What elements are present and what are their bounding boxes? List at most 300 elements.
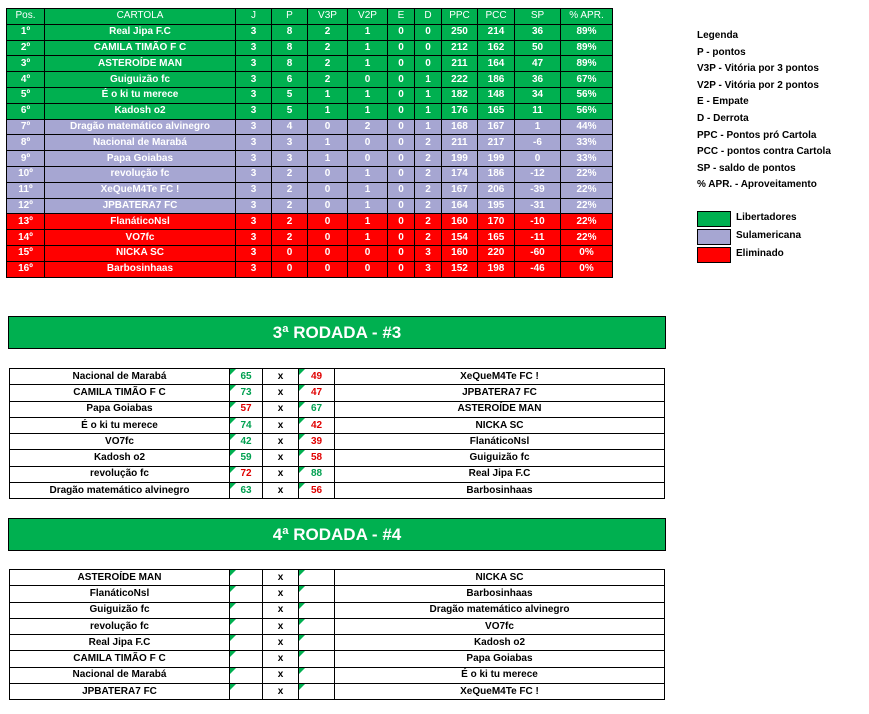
match-away-score [299, 667, 335, 683]
standings-cell-ppc: 212 [442, 40, 478, 56]
standings-cell-pos: 4º [7, 72, 45, 88]
standings-cell-v2p: 1 [348, 182, 388, 198]
match-away-team: FlanáticoNsl [335, 434, 665, 450]
standings-cell-v2p: 0 [348, 72, 388, 88]
standings-cell-sp: 36 [515, 24, 561, 40]
standings-cell-draws: 0 [388, 151, 415, 167]
standings-cell-pcc: 220 [478, 245, 515, 261]
standings-cell-pcc: 199 [478, 151, 515, 167]
standings-cell-v2p: 1 [348, 24, 388, 40]
standings-table [6, 8, 613, 278]
standings-cell-pos: 12º [7, 198, 45, 214]
standings-cell-draws: 0 [388, 72, 415, 88]
standings-cell-pos: 13º [7, 214, 45, 230]
standings-header-cell: D [415, 9, 442, 25]
standings-row [7, 24, 613, 40]
match-away-team: XeQueM4Te FC ! [335, 684, 665, 700]
standings-cell-ppc: 154 [442, 230, 478, 246]
legend [697, 28, 831, 194]
standings-cell-v2p: 1 [348, 56, 388, 72]
standings-cell-apr: 89% [561, 56, 613, 72]
standings-cell-apr: 89% [561, 40, 613, 56]
legend-item: D - Derrota [697, 112, 749, 124]
standings-cell-losses: 2 [415, 151, 442, 167]
standings-cell-draws: 0 [388, 182, 415, 198]
match-away-team: É o ki tu merece [335, 667, 665, 683]
standings-cell-v3p: 2 [308, 56, 348, 72]
standings-cell-games: 3 [236, 103, 272, 119]
standings-cell-points: 2 [272, 214, 308, 230]
match-away-score [299, 570, 335, 586]
standings-cell-v2p: 0 [348, 261, 388, 277]
standings-cell-games: 3 [236, 261, 272, 277]
standings-cell-team: VO7fc [45, 230, 236, 246]
standings-cell-losses: 1 [415, 103, 442, 119]
standings-cell-team: CAMILA TIMÃO F C [45, 40, 236, 56]
match-home-score [230, 684, 263, 700]
match-away-score [299, 651, 335, 667]
standings-cell-apr: 44% [561, 119, 613, 135]
legend-key-label: Sulamericana [736, 230, 802, 241]
standings-cell-ppc: 222 [442, 72, 478, 88]
standings-cell-losses: 2 [415, 230, 442, 246]
standings-cell-pos: 10º [7, 166, 45, 182]
match-home-score: 59 [230, 450, 263, 466]
standings-cell-points: 2 [272, 230, 308, 246]
match-home-score [230, 602, 263, 618]
standings-cell-apr: 0% [561, 261, 613, 277]
standings-header-cell: P [272, 9, 308, 25]
match-row [10, 570, 665, 586]
standings-cell-ppc: 160 [442, 245, 478, 261]
standings-cell-losses: 3 [415, 261, 442, 277]
match-away-team: XeQueM4Te FC ! [335, 369, 665, 385]
standings-cell-apr: 0% [561, 245, 613, 261]
match-home-score: 65 [230, 369, 263, 385]
standings-cell-pos: 2º [7, 40, 45, 56]
match-home-team: revolução fc [10, 618, 230, 634]
match-versus: x [263, 450, 299, 466]
standings-cell-points: 8 [272, 24, 308, 40]
match-home-team: VO7fc [10, 434, 230, 450]
match-versus: x [263, 417, 299, 433]
match-away-score: 58 [299, 450, 335, 466]
standings-cell-apr: 22% [561, 166, 613, 182]
standings-cell-team: FlanáticoNsl [45, 214, 236, 230]
match-row [10, 684, 665, 700]
match-away-score [299, 684, 335, 700]
round3-banner: 3ª RODADA - #3 [8, 316, 666, 349]
standings-cell-losses: 1 [415, 119, 442, 135]
standings-cell-apr: 33% [561, 135, 613, 151]
standings-cell-v3p: 0 [308, 119, 348, 135]
standings-cell-draws: 0 [388, 214, 415, 230]
standings-cell-points: 0 [272, 245, 308, 261]
standings-cell-games: 3 [236, 40, 272, 56]
match-versus: x [263, 385, 299, 401]
standings-cell-v3p: 0 [308, 230, 348, 246]
standings-cell-points: 2 [272, 198, 308, 214]
standings-row [7, 119, 613, 135]
standings-cell-points: 8 [272, 40, 308, 56]
standings-cell-pos: 11º [7, 182, 45, 198]
standings-cell-apr: 22% [561, 182, 613, 198]
standings-cell-pos: 15º [7, 245, 45, 261]
standings-cell-apr: 22% [561, 214, 613, 230]
standings-cell-losses: 2 [415, 135, 442, 151]
match-versus: x [263, 684, 299, 700]
match-away-score [299, 586, 335, 602]
standings-cell-v3p: 2 [308, 72, 348, 88]
standings-cell-pos: 6º [7, 103, 45, 119]
match-home-team: JPBATERA7 FC [10, 684, 230, 700]
standings-cell-points: 0 [272, 261, 308, 277]
standings-cell-pos: 9º [7, 151, 45, 167]
standings-cell-team: Papa Goiabas [45, 151, 236, 167]
standings-cell-v3p: 2 [308, 24, 348, 40]
match-away-team: NICKA SC [335, 570, 665, 586]
match-home-team: É o ki tu merece [10, 417, 230, 433]
standings-cell-pcc: 167 [478, 119, 515, 135]
match-away-score: 49 [299, 369, 335, 385]
standings-cell-points: 8 [272, 56, 308, 72]
standings-cell-v3p: 1 [308, 151, 348, 167]
standings-cell-sp: -6 [515, 135, 561, 151]
standings-cell-losses: 0 [415, 56, 442, 72]
standings-header-cell: SP [515, 9, 561, 25]
standings-cell-team: Real Jipa F.C [45, 24, 236, 40]
standings-cell-ppc: 167 [442, 182, 478, 198]
standings-cell-v3p: 0 [308, 245, 348, 261]
standings-cell-team: É o ki tu merece [45, 87, 236, 103]
standings-cell-points: 2 [272, 182, 308, 198]
match-versus: x [263, 466, 299, 482]
legend-swatch-red [697, 247, 731, 263]
standings-cell-v2p: 1 [348, 87, 388, 103]
standings-cell-draws: 0 [388, 40, 415, 56]
standings-cell-losses: 1 [415, 72, 442, 88]
match-home-team: Real Jipa F.C [10, 635, 230, 651]
match-row [10, 385, 665, 401]
standings-cell-points: 5 [272, 87, 308, 103]
standings-row [7, 230, 613, 246]
standings-cell-losses: 2 [415, 214, 442, 230]
match-row [10, 651, 665, 667]
standings-cell-draws: 0 [388, 245, 415, 261]
round4-banner: 4ª RODADA - #4 [8, 518, 666, 551]
match-home-score: 74 [230, 417, 263, 433]
legend-key-label: Libertadores [736, 212, 797, 223]
match-home-score [230, 618, 263, 634]
match-home-team: revolução fc [10, 466, 230, 482]
standings-cell-sp: 34 [515, 87, 561, 103]
match-versus: x [263, 651, 299, 667]
standings-cell-team: Kadosh o2 [45, 103, 236, 119]
standings-header-cell: E [388, 9, 415, 25]
match-away-team: ASTEROÍDE MAN [335, 401, 665, 417]
legend-swatch-green [697, 211, 731, 227]
standings-cell-team: Barbosinhaas [45, 261, 236, 277]
standings-cell-pcc: 214 [478, 24, 515, 40]
match-row [10, 618, 665, 634]
match-home-score: 73 [230, 385, 263, 401]
standings-cell-sp: -10 [515, 214, 561, 230]
standings-cell-pcc: 165 [478, 230, 515, 246]
match-versus: x [263, 586, 299, 602]
standings-cell-v3p: 0 [308, 261, 348, 277]
legend-item: % APR. - Aproveitamento [697, 179, 817, 191]
standings-cell-draws: 0 [388, 198, 415, 214]
standings-header-cell: J [236, 9, 272, 25]
standings-cell-team: NICKA SC [45, 245, 236, 261]
match-row [10, 417, 665, 433]
match-home-team: Dragão matemático alvinegro [10, 483, 230, 499]
match-away-score: 42 [299, 417, 335, 433]
standings-header-cell: PPC [442, 9, 478, 25]
standings-cell-sp: -12 [515, 166, 561, 182]
standings-cell-v3p: 1 [308, 103, 348, 119]
match-row [10, 434, 665, 450]
standings-cell-pcc: 165 [478, 103, 515, 119]
standings-cell-pos: 14º [7, 230, 45, 246]
standings-cell-losses: 0 [415, 24, 442, 40]
standings-cell-v2p: 0 [348, 135, 388, 151]
standings-cell-draws: 0 [388, 56, 415, 72]
match-versus: x [263, 635, 299, 651]
standings-cell-sp: 36 [515, 72, 561, 88]
standings-cell-games: 3 [236, 56, 272, 72]
standings-cell-ppc: 182 [442, 87, 478, 103]
match-row [10, 483, 665, 499]
round4-matches-table [9, 569, 665, 700]
match-versus: x [263, 602, 299, 618]
standings-cell-v2p: 1 [348, 166, 388, 182]
legend-item: PPC - Pontos pró Cartola [697, 129, 817, 141]
standings-row [7, 151, 613, 167]
match-home-score: 72 [230, 466, 263, 482]
standings-cell-games: 3 [236, 182, 272, 198]
legend-swatch-lavender [697, 229, 731, 245]
standings-cell-ppc: 176 [442, 103, 478, 119]
match-home-team: CAMILA TIMÃO F C [10, 385, 230, 401]
match-away-team: Real Jipa F.C [335, 466, 665, 482]
standings-cell-ppc: 250 [442, 24, 478, 40]
standings-row [7, 72, 613, 88]
standings-cell-pcc: 195 [478, 198, 515, 214]
match-home-team: Nacional de Marabá [10, 667, 230, 683]
standings-header-cell: Pos. [7, 9, 45, 25]
standings-cell-team: ASTEROÍDE MAN [45, 56, 236, 72]
standings-cell-games: 3 [236, 166, 272, 182]
standings-cell-v2p: 1 [348, 103, 388, 119]
standings-cell-games: 3 [236, 151, 272, 167]
match-away-team: Guiguizão fc [335, 450, 665, 466]
standings-cell-ppc: 211 [442, 56, 478, 72]
standings-cell-draws: 0 [388, 135, 415, 151]
standings-cell-pcc: 186 [478, 166, 515, 182]
standings-cell-team: Dragão matemático alvinegro [45, 119, 236, 135]
legend-item: PCC - pontos contra Cartola [697, 146, 831, 158]
standings-cell-v3p: 0 [308, 198, 348, 214]
standings-row [7, 135, 613, 151]
match-home-team: Nacional de Marabá [10, 369, 230, 385]
standings-cell-sp: -60 [515, 245, 561, 261]
match-away-score [299, 618, 335, 634]
standings-cell-v2p: 1 [348, 198, 388, 214]
standings-cell-points: 5 [272, 103, 308, 119]
standings-cell-draws: 0 [388, 24, 415, 40]
match-home-team: FlanáticoNsl [10, 586, 230, 602]
standings-cell-ppc: 211 [442, 135, 478, 151]
standings-cell-apr: 67% [561, 72, 613, 88]
round3-matches-body [10, 369, 665, 499]
standings-cell-team: Nacional de Marabá [45, 135, 236, 151]
match-versus: x [263, 434, 299, 450]
standings-row [7, 166, 613, 182]
standings-cell-v3p: 2 [308, 40, 348, 56]
legend-item: SP - saldo de pontos [697, 162, 796, 174]
standings-cell-v3p: 0 [308, 166, 348, 182]
match-versus: x [263, 667, 299, 683]
standings-row [7, 261, 613, 277]
match-away-team: NICKA SC [335, 417, 665, 433]
match-row [10, 369, 665, 385]
match-away-score: 88 [299, 466, 335, 482]
legend-key-label: Eliminado [736, 248, 784, 259]
standings-cell-v2p: 0 [348, 151, 388, 167]
standings-row [7, 198, 613, 214]
standings-cell-pos: 7º [7, 119, 45, 135]
standings-cell-pcc: 170 [478, 214, 515, 230]
standings-cell-games: 3 [236, 245, 272, 261]
standings-row [7, 245, 613, 261]
match-away-team: Kadosh o2 [335, 635, 665, 651]
match-home-team: Guiguizão fc [10, 602, 230, 618]
match-home-score [230, 570, 263, 586]
legend-item: P - pontos [697, 46, 746, 58]
standings-header-row [7, 9, 613, 25]
standings-cell-pcc: 198 [478, 261, 515, 277]
standings-cell-v3p: 0 [308, 182, 348, 198]
match-row [10, 401, 665, 417]
standings-cell-games: 3 [236, 214, 272, 230]
match-versus: x [263, 483, 299, 499]
standings-cell-sp: 0 [515, 151, 561, 167]
standings-cell-ppc: 199 [442, 151, 478, 167]
standings-cell-sp: 11 [515, 103, 561, 119]
standings-cell-draws: 0 [388, 261, 415, 277]
standings-cell-pcc: 186 [478, 72, 515, 88]
standings-row [7, 103, 613, 119]
standings-cell-points: 4 [272, 119, 308, 135]
standings-cell-losses: 1 [415, 87, 442, 103]
standings-row [7, 214, 613, 230]
standings-header-cell: PCC [478, 9, 515, 25]
standings-cell-pcc: 162 [478, 40, 515, 56]
standings-cell-losses: 0 [415, 40, 442, 56]
match-away-score: 47 [299, 385, 335, 401]
standings-cell-apr: 22% [561, 230, 613, 246]
match-versus: x [263, 401, 299, 417]
standings-cell-ppc: 174 [442, 166, 478, 182]
match-row [10, 466, 665, 482]
match-versus: x [263, 570, 299, 586]
match-row [10, 635, 665, 651]
standings-cell-ppc: 152 [442, 261, 478, 277]
standings-cell-pos: 1º [7, 24, 45, 40]
standings-cell-v2p: 1 [348, 230, 388, 246]
match-away-team: Barbosinhaas [335, 586, 665, 602]
match-away-team: Dragão matemático alvinegro [335, 602, 665, 618]
match-home-score: 57 [230, 401, 263, 417]
standings-cell-v2p: 1 [348, 214, 388, 230]
standings-header-cell: V3P [308, 9, 348, 25]
match-home-score: 42 [230, 434, 263, 450]
round4-matches-body [10, 570, 665, 700]
standings-cell-games: 3 [236, 230, 272, 246]
match-home-score [230, 667, 263, 683]
standings-cell-losses: 2 [415, 198, 442, 214]
standings-cell-pos: 3º [7, 56, 45, 72]
standings-cell-draws: 0 [388, 119, 415, 135]
match-away-team: VO7fc [335, 618, 665, 634]
standings-cell-apr: 33% [561, 151, 613, 167]
standings-cell-ppc: 168 [442, 119, 478, 135]
match-versus: x [263, 369, 299, 385]
standings-cell-pos: 16º [7, 261, 45, 277]
standings-cell-pcc: 148 [478, 87, 515, 103]
standings-cell-sp: -11 [515, 230, 561, 246]
match-away-score: 56 [299, 483, 335, 499]
standings-cell-team: revolução fc [45, 166, 236, 182]
standings-cell-losses: 2 [415, 166, 442, 182]
match-home-score [230, 586, 263, 602]
standings-cell-draws: 0 [388, 230, 415, 246]
standings-cell-v2p: 1 [348, 40, 388, 56]
standings-cell-points: 3 [272, 151, 308, 167]
standings-cell-apr: 89% [561, 24, 613, 40]
standings-cell-pos: 5º [7, 87, 45, 103]
standings-cell-sp: -39 [515, 182, 561, 198]
match-home-team: CAMILA TIMÃO F C [10, 651, 230, 667]
match-versus: x [263, 618, 299, 634]
standings-cell-v3p: 1 [308, 135, 348, 151]
match-away-team: JPBATERA7 FC [335, 385, 665, 401]
standings-cell-games: 3 [236, 72, 272, 88]
standings-cell-sp: 47 [515, 56, 561, 72]
standings-cell-v2p: 0 [348, 245, 388, 261]
match-home-score [230, 651, 263, 667]
standings-cell-draws: 0 [388, 166, 415, 182]
standings-cell-sp: -46 [515, 261, 561, 277]
standings-cell-games: 3 [236, 135, 272, 151]
standings-cell-draws: 0 [388, 87, 415, 103]
match-away-score [299, 602, 335, 618]
match-away-team: Barbosinhaas [335, 483, 665, 499]
standings-cell-v3p: 1 [308, 87, 348, 103]
standings-row [7, 56, 613, 72]
standings-row [7, 182, 613, 198]
standings-cell-team: JPBATERA7 FC [45, 198, 236, 214]
standings-cell-pcc: 217 [478, 135, 515, 151]
match-home-score: 63 [230, 483, 263, 499]
standings-cell-sp: 1 [515, 119, 561, 135]
round3-matches-table [9, 368, 665, 499]
standings-row [7, 40, 613, 56]
standings-cell-team: XeQueM4Te FC ! [45, 182, 236, 198]
legend-item: V2P - Vitória por 2 pontos [697, 79, 819, 91]
standings-cell-games: 3 [236, 198, 272, 214]
